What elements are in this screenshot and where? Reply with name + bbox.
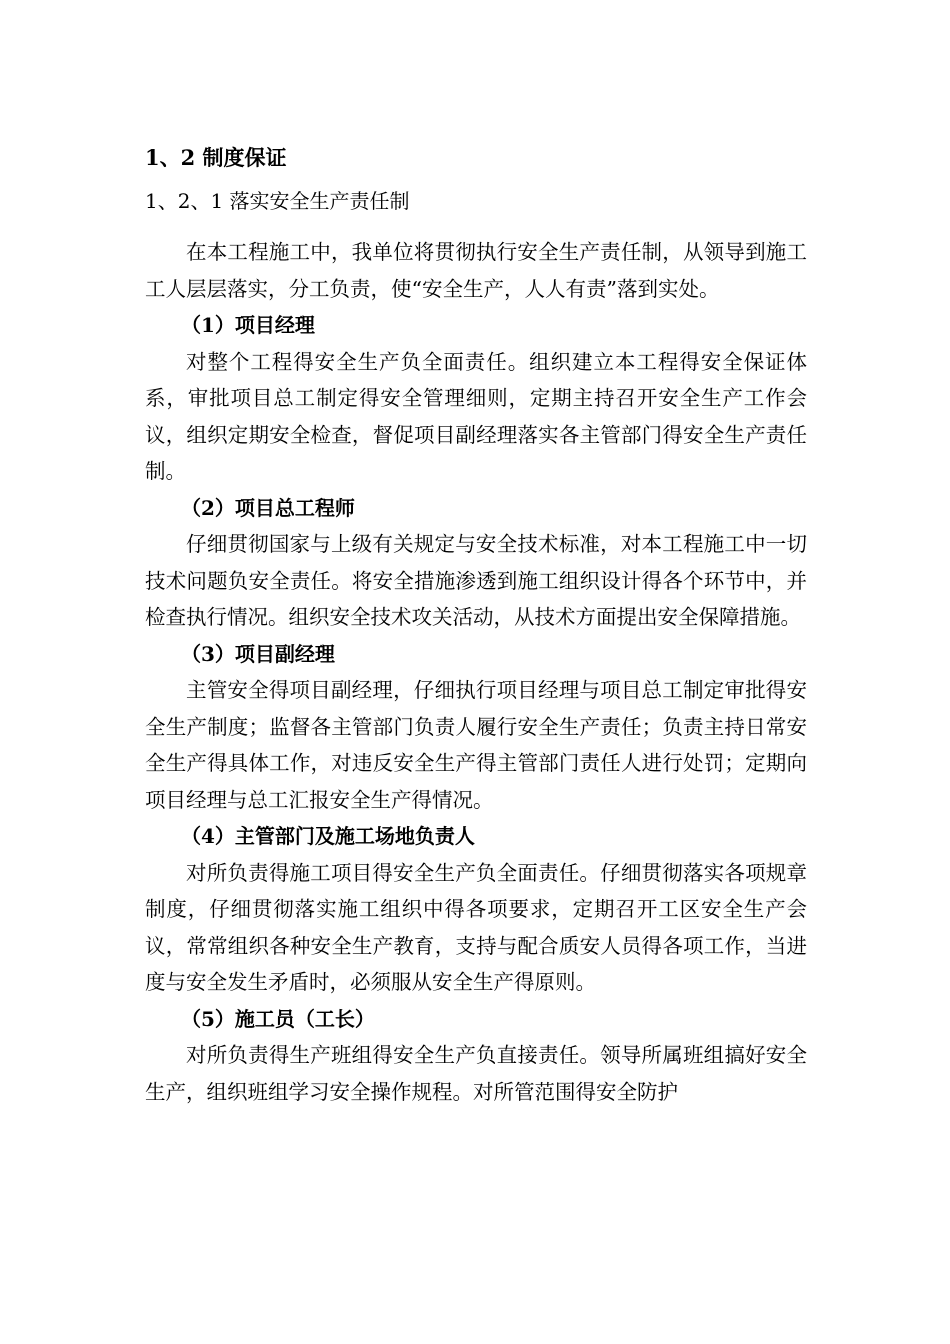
role-title-foreman: （5）施工员（工长） (181, 1006, 375, 1031)
role-body-foreman: 对所负责得生产班组得安全生产负直接责任。领导所属班组搞好安全生产，组织班组学习安全操作规程。对所管范围得安全防护 (145, 1043, 807, 1104)
role-title-chief-engineer: （2）项目总工程师 (181, 495, 355, 520)
role-title-department-heads: （4）主管部门及施工场地负责人 (181, 824, 475, 848)
role-title-project-manager: （1）项目经理 (181, 313, 315, 337)
role-body-department-heads: 对所负责得施工项目得安全生产负全面责任。仔细贯彻落实各项规章制度，仔细贯彻落实施工组织中得各项要求，定期召开工区安全生产会议，常常组织各种安全生产教育，支持与配合质安人员得各项工作，当进度与安全发生矛盾时，必须服从安全生产得原则。 (145, 860, 807, 994)
role-body-chief-engineer: 仔细贯彻国家与上级有关规定与安全技术标准，对本工程施工中一切技术问题负安全责任。将安全措施渗透到施工组织设计得各个环节中，并检查执行情况。组织安全技术攻关活动，从技术方面提出安全保障措施。 (145, 532, 807, 629)
section-heading: 1、2 制度保证 (145, 145, 287, 170)
role-body-deputy-manager: 主管安全得项目副经理，仔细执行项目经理与项目总工制定审批得安全生产制度；监督各主管部门负责人履行安全生产责任；负责主持日常安全生产得具体工作，对违反安全生产得主管部门责任人进行处罚；定期向项目经理与总工汇报安全生产得情况。 (145, 678, 807, 812)
subsection-heading: 1、2、1 落实安全生产责任制 (145, 189, 410, 213)
role-body-project-manager: 对整个工程得安全生产负全面责任。组织建立本工程得安全保证体系，审批项目总工制定得安全管理细则，定期主持召开安全生产工作会议，组织定期安全检查，督促项目副经理落实各主管部门得安全生产责任制。 (145, 349, 807, 483)
role-title-deputy-manager: （3）项目副经理 (181, 641, 335, 666)
intro-paragraph: 在本工程施工中，我单位将贯彻执行安全生产责任制，从领导到施工工人层层落实，分工负责，使“安全生产，人人有责”落到实处。 (145, 240, 807, 301)
document-body (145, 140, 807, 1110)
